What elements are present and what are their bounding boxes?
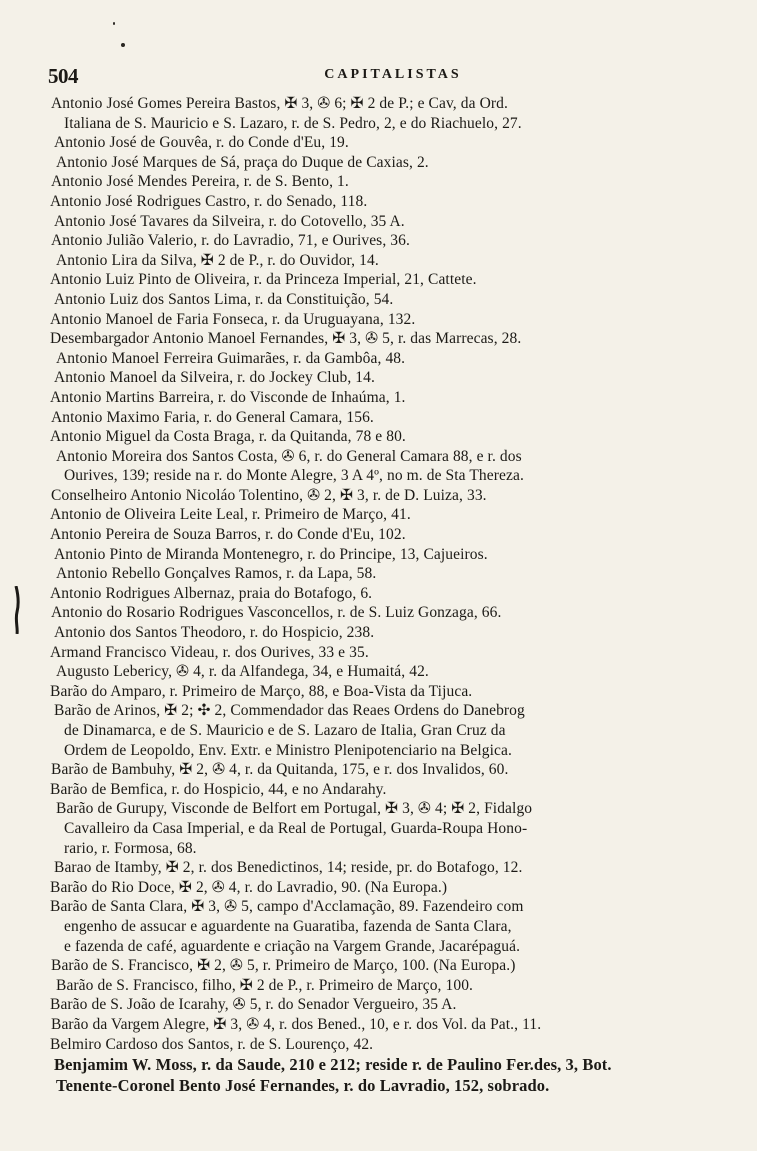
- entry-line: Barão de Arinos, ✠ 2; ✣ 2, Commendador das Reaes Ordens do Danebrog: [54, 702, 525, 720]
- entry-line: Barão do Rio Doce, ✠ 2, ✇ 4, r. do Lavradio, 90. (Na Europa.): [50, 878, 448, 896]
- entry-line: Antonio Luiz dos Santos Lima, r. da Constituição, 54.: [54, 290, 394, 308]
- entry-line: Barão de S. Francisco, filho, ✠ 2 de P., r. Primeiro de Março, 100.: [56, 976, 474, 994]
- entry-line: Antonio Pinto de Miranda Montenegro, r. do Principe, 13, Cajueiros.: [54, 545, 488, 563]
- directory-entry: [50, 505, 710, 525]
- entry-line: Antonio José Rodrigues Castro, r. do Senado, 118.: [50, 192, 368, 210]
- entry-line: Antonio Moreira dos Santos Costa, ✇ 6, r. do General Camara 88, e r. dos: [56, 447, 522, 465]
- entry-line: Antonio do Rosario Rodrigues Vasconcellos, r. de S. Luiz Gonzaga, 66.: [51, 604, 502, 622]
- entry-line: Barao de Itamby, ✠ 2, r. dos Benedictinos, 14; reside, pr. do Botafogo, 12.: [54, 859, 523, 877]
- entry-continuation-line: Ourives, 139; reside na r. do Monte Alegre, 3 A 4º, no m. de Sta Thereza.: [64, 467, 524, 485]
- directory-entry: [50, 94, 710, 133]
- directory-entry: [50, 956, 710, 976]
- directory-entry: [50, 153, 710, 173]
- entry-line: Antonio Manoel Ferreira Guimarães, r. da Gambôa, 48.: [56, 349, 406, 367]
- entry-line: Barão de Bemfica, r. do Hospicio, 44, e no Andarahy.: [50, 780, 387, 798]
- entry-line: Antonio Rodrigues Albernaz, praia do Botafogo, 6.: [50, 584, 373, 602]
- directory-entry: [50, 388, 710, 408]
- entry-continuation-line: Ordem de Leopoldo, Env. Extr. e Ministro Plenipotenciario na Belgica.: [64, 741, 512, 759]
- directory-entry: [50, 1035, 710, 1055]
- entry-line: Barão de S. Francisco, ✠ 2, ✇ 5, r. Primeiro de Março, 100. (Na Europa.): [51, 957, 516, 975]
- entry-line: Antonio José Mendes Pereira, r. de S. Bento, 1.: [51, 173, 349, 191]
- entry-line: Barão de Santa Clara, ✠ 3, ✇ 5, campo d'Acclamação, 89. Fazendeiro com: [50, 898, 524, 916]
- entry-line: Antonio Manoel da Silveira, r. do Jockey Club, 14.: [54, 369, 375, 387]
- directory-entry: [50, 290, 710, 310]
- directory-entry: [50, 270, 710, 290]
- entry-line: Desembargador Antonio Manoel Fernandes, ✠ 3, ✇ 5, r. das Marrecas, 28.: [50, 330, 522, 348]
- page-number: 504: [48, 64, 78, 88]
- entry-line: Barão de Gurupy, Visconde de Belfort em Portugal, ✠ 3, ✇ 4; ✠ 2, Fidalgo: [56, 800, 533, 818]
- directory-entry: [50, 584, 710, 604]
- directory-entry: [50, 995, 710, 1015]
- entry-line: Antonio Miguel da Costa Braga, r. da Quitanda, 78 e 80.: [50, 428, 406, 446]
- entry-line: Barão de S. João de Icarahy, ✇ 5, r. do Senador Vergueiro, 35 A.: [50, 996, 457, 1014]
- entry-line: Antonio Maximo Faria, r. do General Camara, 156.: [51, 408, 374, 426]
- entry-line: Antonio José de Gouvêa, r. do Conde d'Eu, 19.: [54, 134, 349, 152]
- directory-entry: [50, 310, 710, 330]
- entry-line: Benjamim W. Moss, r. da Saude, 210 e 212; reside r. de Paulino Fer.des, 3, Bot.: [54, 1055, 612, 1075]
- directory-entry: [50, 564, 710, 584]
- entry-line: Antonio Julião Valerio, r. do Lavradio, 71, e Ourives, 36.: [51, 232, 410, 250]
- entry-line: Conselheiro Antonio Nicoláo Tolentino, ✇ 2, ✠ 3, r. de D. Luiza, 33.: [51, 486, 487, 504]
- directory-entry: [50, 662, 710, 682]
- entry-line: Antonio Lira da Silva, ✠ 2 de P., r. do Ouvidor, 14.: [56, 251, 379, 269]
- directory-entry: [50, 545, 710, 565]
- directory-entries: [50, 94, 710, 1096]
- entry-line: Barão do Amparo, r. Primeiro de Março, 88, e Boa-Vista da Tijuca.: [50, 682, 473, 700]
- directory-entry: [50, 701, 710, 760]
- directory-entry: [50, 1015, 710, 1035]
- entry-line: Armand Francisco Videau, r. dos Ourives, 33 e 35.: [50, 643, 369, 661]
- directory-entry: [50, 780, 710, 800]
- entry-continuation-line: Cavalleiro da Casa Imperial, e da Real de Portugal, Guarda-Roupa Hono-: [64, 819, 528, 837]
- entry-line: Antonio Luiz Pinto de Oliveira, r. da Princeza Imperial, 21, Cattete.: [50, 271, 477, 289]
- entry-line: Antonio José Marques de Sá, praça do Duque de Caxias, 2.: [56, 153, 429, 171]
- entry-continuation-line: de Dinamarca, e de S. Mauricio e de S. Lazaro de Italia, Gran Cruz da: [64, 722, 506, 739]
- entry-line: Antonio de Oliveira Leite Leal, r. Primeiro de Março, 41.: [50, 506, 411, 524]
- directory-entry: [50, 682, 710, 702]
- directory-entry: [50, 858, 710, 878]
- directory-entry: [50, 760, 710, 780]
- entry-line: Antonio José Tavares da Silveira, r. do Cotovello, 35 A.: [54, 212, 405, 230]
- page-header: [48, 64, 738, 90]
- directory-entry: [50, 212, 710, 232]
- directory-entry: [50, 133, 710, 153]
- directory-entry: [50, 368, 710, 388]
- entry-continuation-line: engenho de assucar e aguardente na Guaratiba, fazenda de Santa Clara,: [64, 917, 512, 935]
- directory-entry: [50, 643, 710, 663]
- directory-entry: [50, 1075, 710, 1096]
- entry-continuation-line: e fazenda de café, aguardente e criação na Vargem Grande, Jacarépaguá.: [64, 937, 521, 955]
- entry-line: Belmiro Cardoso dos Santos, r. de S. Lourenço, 42.: [50, 1035, 374, 1053]
- directory-entry: [50, 349, 710, 369]
- directory-entry: [50, 329, 710, 349]
- directory-entry: [50, 251, 710, 271]
- entry-line: Antonio Rebello Gonçalves Ramos, r. da Lapa, 58.: [56, 565, 377, 583]
- entry-line: Augusto Lebericy, ✇ 4, r. da Alfandega, 34, e Humaitá, 42.: [56, 663, 429, 681]
- directory-entry: [50, 976, 710, 996]
- directory-entry: [50, 623, 710, 643]
- directory-entry: [50, 897, 710, 956]
- directory-entry: [50, 486, 710, 506]
- entry-line: Antonio José Gomes Pereira Bastos, ✠ 3, ✇ 6; ✠ 2 de P.; e Cav, da Ord.: [51, 95, 508, 112]
- directory-entry: [50, 231, 710, 251]
- directory-entry: [50, 447, 710, 486]
- running-title: CAPITALISTAS: [324, 67, 462, 82]
- directory-entry: [50, 525, 710, 545]
- entry-line: Antonio dos Santos Theodoro, r. do Hospicio, 238.: [54, 624, 375, 642]
- entry-line: Antonio Pereira de Souza Barros, r. do Conde d'Eu, 102.: [50, 526, 406, 544]
- entry-continuation-line: rario, r. Formosa, 68.: [64, 839, 197, 857]
- entry-line: Antonio Manoel de Faria Fonseca, r. da Uruguayana, 132.: [50, 310, 416, 328]
- entry-line: Tenente-Coronel Bento José Fernandes, r. do Lavradio, 152, sobrado.: [56, 1076, 550, 1096]
- directory-entry: [50, 603, 710, 623]
- directory-entry: [50, 408, 710, 428]
- directory-entry: [50, 1054, 710, 1075]
- entry-line: Antonio Martins Barreira, r. do Visconde de Inhaúma, 1.: [50, 388, 406, 406]
- directory-entry: [50, 878, 710, 898]
- entry-line: Barão da Vargem Alegre, ✠ 3, ✇ 4, r. dos Bened., 10, e r. dos Vol. da Pat., 11.: [51, 1015, 542, 1033]
- directory-entry: [50, 799, 710, 858]
- entry-line: Barão de Bambuhy, ✠ 2, ✇ 4, r. da Quitanda, 175, e r. dos Invalidos, 60.: [51, 761, 509, 779]
- entry-continuation-line: Italiana de S. Mauricio e S. Lazaro, r. de S. Pedro, 2, e do Riachuelo, 27.: [64, 114, 522, 132]
- directory-entry: [50, 172, 710, 192]
- margin-bracket-mark: [14, 586, 20, 634]
- directory-entry: [50, 192, 710, 212]
- directory-entry: [50, 427, 710, 447]
